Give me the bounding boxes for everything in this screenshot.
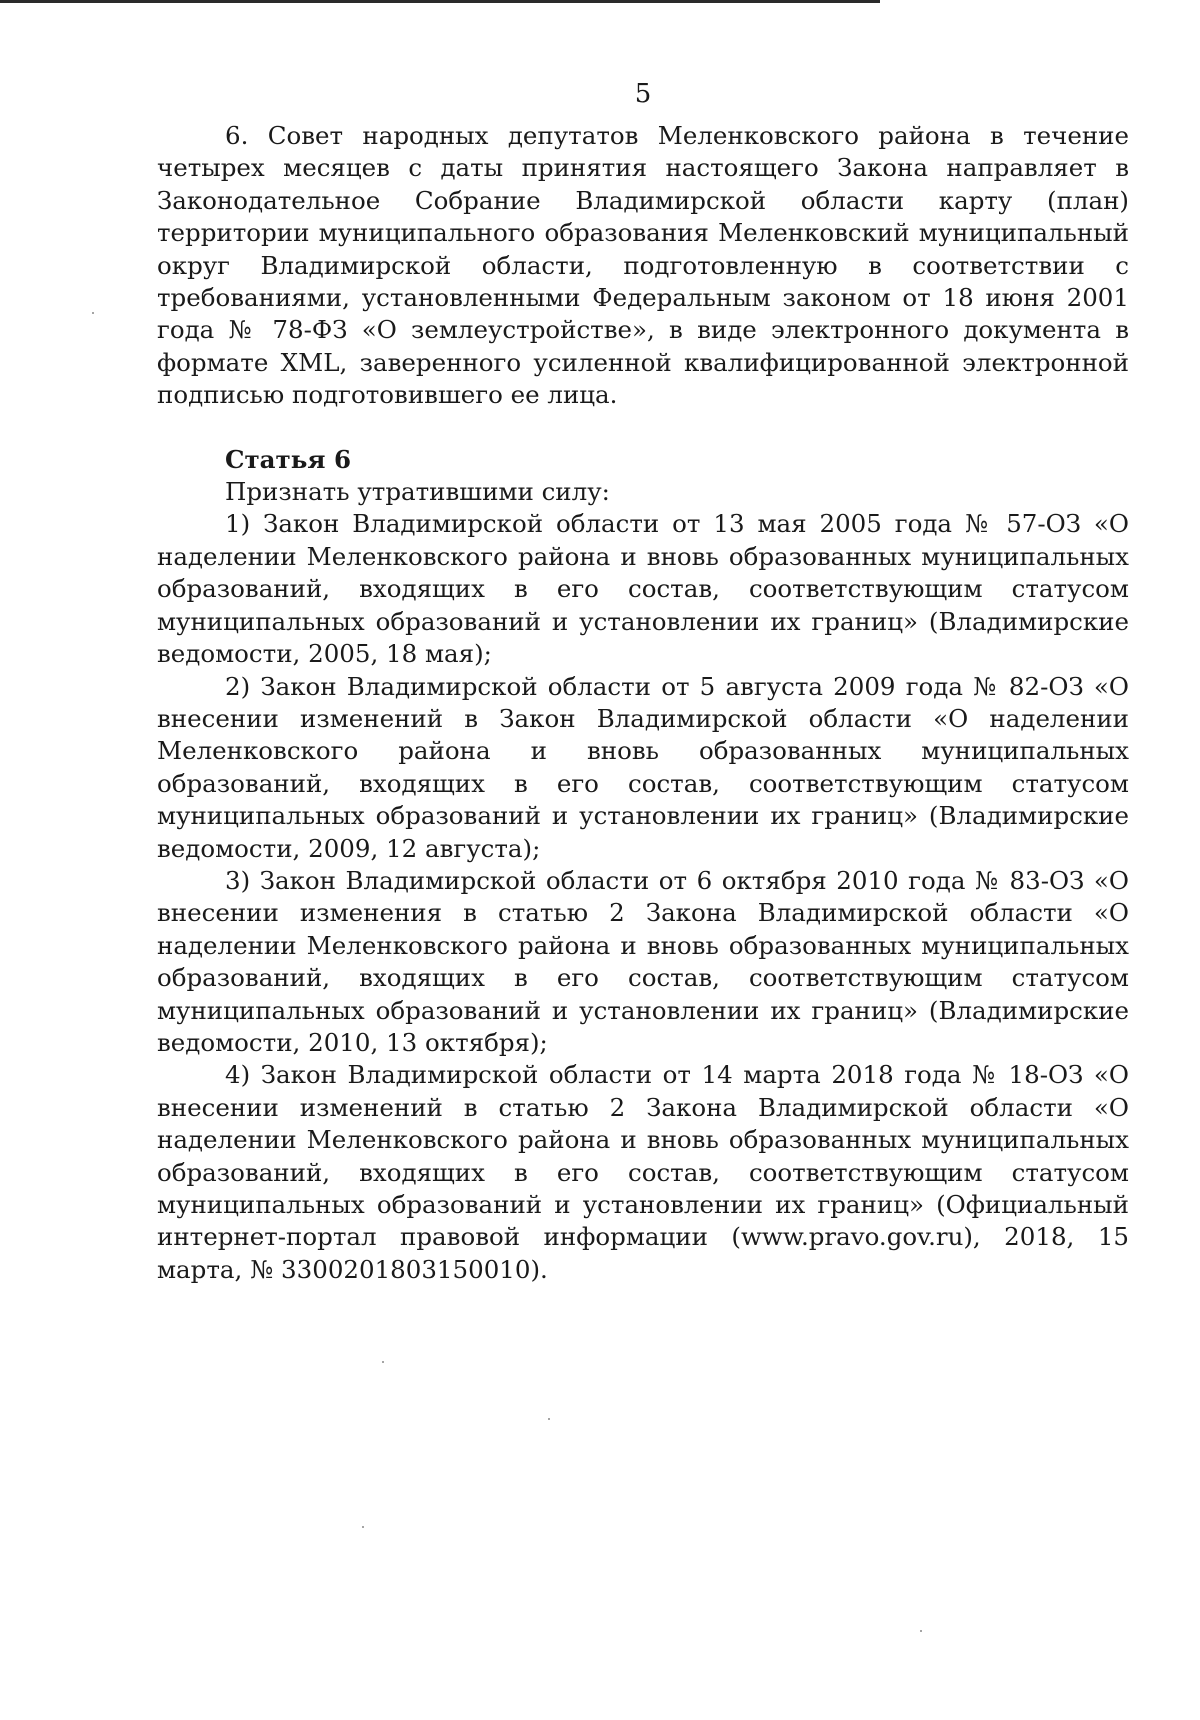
repealed-law-item-4: 4) Закон Владимирской области от 14 марта 2018 года № 18-ОЗ «О внесении изменений в статью 2 Закона Владимирской области «О наделении Меленковского района и вновь образованных муниципальных образований, входящих в его состав, соответствующим статусом муниципальных образований и установлении их границ» (Официальный интернет-портал правовой информации (www.pravo.gov.ru), 2018, 15 марта, № 3300201803150010). [157, 1060, 1129, 1284]
repealed-law-item-3: 3) Закон Владимирской области от 6 октября 2010 года № 83-ОЗ «О внесении изменения в статью 2 Закона Владимирской области «О наделении Меленковского района и вновь образованных муниципальных образований, входящих в его состав, соответствующим статусом муниципальных образований и установлении их границ» (Владимирские ведомости, 2010, 13 октября); [157, 865, 1129, 1057]
scan-speck [362, 1526, 364, 1528]
repealed-law-item-2: 2) Закон Владимирской области от 5 августа 2009 года № 82-ОЗ «О внесении изменений в Закон Владимирской области «О наделении Меленковского района и вновь образованных муниципальных образований, входящих в его состав, соответствующим статусом муниципальных образований и установлении их границ» (Владимирские ведомости, 2009, 12 августа); [157, 671, 1129, 863]
article-intro: Признать утратившими силу: [225, 477, 610, 507]
document-body [157, 120, 1129, 1286]
scan-speck [548, 1418, 550, 1420]
scan-speck [92, 312, 94, 314]
repealed-law-item-1: 1) Закон Владимирской области от 13 мая 2005 года № 57-ОЗ «О наделении Меленковского района и вновь образованных муниципальных образований, входящих в его состав, соответствующим статусом муниципальных образований и установлении их границ» (Владимирские ведомости, 2005, 18 мая); [157, 509, 1129, 669]
scan-top-border [0, 0, 880, 3]
scan-speck [920, 1630, 922, 1632]
scan-speck [382, 1361, 384, 1363]
page-number: 5 [634, 79, 652, 109]
article-heading: Статья 6 [225, 444, 352, 474]
paragraph-6: 6. Совет народных депутатов Меленковского района в течение четырех месяцев с даты принятия настоящего Закона направляет в Законодательное Собрание Владимирской области карту (план) территории муниципального образования Меленковский муниципальный округ Владимирской области, подготовленную в соответствии с требованиями, установленными Федеральным законом от 18 июня 2001 года № 78-ФЗ «О землеустройстве», в виде электронного документа в формате XML, заверенного усиленной квалифицированной электронной подписью подготовившего ее лица. [157, 121, 1129, 410]
